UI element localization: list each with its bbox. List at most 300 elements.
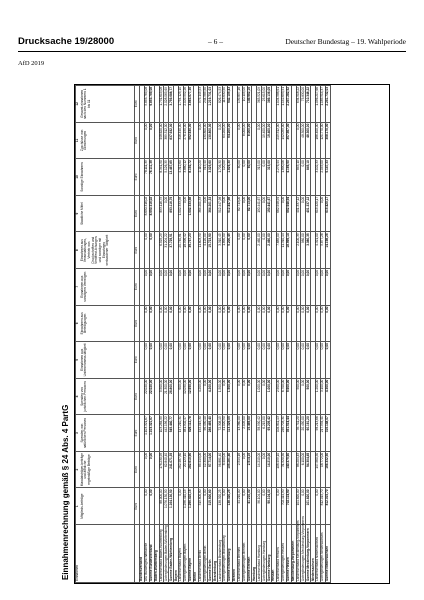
table-cell: 41.210,00: [237, 488, 242, 525]
table-cell: 0,00: [247, 378, 252, 415]
table-cell: 1.000,00: [267, 378, 272, 415]
table-cell: 3.100,00: [320, 378, 325, 415]
table-cell: 0,00: [247, 342, 252, 379]
table-cell: 0,00: [208, 305, 213, 342]
table-cell: 8.650.316,02: [149, 195, 154, 232]
table-cell: 14.198,26: [325, 232, 330, 269]
table-cell: 4.120,00: [203, 232, 208, 269]
column-number: 8: [75, 249, 79, 252]
table-cell: 0,00: [242, 342, 247, 379]
table-cell: 0,00: [237, 268, 242, 305]
table-cell: 0,00: [242, 159, 247, 196]
table-cell: 0,00: [184, 268, 189, 305]
table-cell: 72.308,15: [218, 415, 223, 452]
page-number: – 6 –: [208, 37, 223, 46]
table-cell: 0,00: [237, 342, 242, 379]
table-cell: 0,00: [149, 451, 154, 488]
table-cell: 244.585,50: [203, 86, 208, 123]
table-cell: 113.329,05: [228, 415, 233, 452]
table-cell: 26.800,00: [169, 378, 174, 415]
table-cell: 0,00: [179, 342, 184, 379]
table-cell: 0,00: [179, 488, 184, 525]
table-cell: 82.713,00: [237, 195, 242, 232]
column-header: [76, 268, 135, 305]
table-cell: 0,00: [237, 122, 242, 159]
table-row: [325, 86, 330, 583]
table-cell: 8.341,50: [159, 159, 164, 196]
table-cell: 975.145,53: [198, 86, 203, 123]
table-cell: 0,00: [203, 342, 208, 379]
table-cell: 2.110,20: [198, 159, 203, 196]
table-cell: 0,00: [218, 305, 223, 342]
table-cell: 1.296.410,15: [188, 488, 193, 525]
table-cell: 315,00: [257, 159, 262, 196]
table-cell: 0,00: [257, 342, 262, 379]
table-cell: 0,00: [316, 305, 321, 342]
table-cell: 6.100,00: [301, 451, 306, 488]
table-cell: 0,00: [296, 122, 301, 159]
row-label: Landesverband Hamburg: [257, 525, 262, 583]
table-cell: 0,00: [316, 488, 321, 525]
table-cell: 0,00: [247, 268, 252, 305]
row-label: Summe Bremen: [247, 525, 252, 583]
row-label: Landesverband Bayern: [179, 525, 184, 583]
table-cell: 82.713,00: [247, 195, 252, 232]
table-cell: 448.620,00: [159, 122, 164, 159]
table-cell: 108.455,10: [276, 451, 281, 488]
table-cell: 9.853.769,08: [149, 86, 154, 123]
table-cell: 710.348,22: [306, 86, 311, 123]
table-cell: 316.148,07: [325, 415, 330, 452]
table-cell: 0,00: [320, 268, 325, 305]
table-cell: 104.811,13: [276, 415, 281, 452]
table-cell: 10.105,00: [242, 86, 247, 123]
table-cell: 0,00: [242, 451, 247, 488]
table-cell: 0,00: [247, 232, 252, 269]
table-cell: 0,00: [276, 342, 281, 379]
table-cell: 1.500,00: [218, 378, 223, 415]
table-cell: 19.400,00: [262, 122, 267, 159]
table-cell: 0,00: [276, 268, 281, 305]
row-label: Untergliederungen Berlin: [203, 525, 208, 583]
table-cell: 4.200,00: [198, 378, 203, 415]
table-cell: 37.729,51: [169, 232, 174, 269]
table-cell: 2.100,35: [296, 232, 301, 269]
table-cell: 615.420,17: [325, 195, 330, 232]
table-cell: 217.934,41: [320, 415, 325, 452]
table-cell: 500,00: [296, 378, 301, 415]
table-cell: 0,00: [296, 268, 301, 305]
column-label: Einnahmen aus Unternehmens-tätigkeit: [79, 343, 88, 377]
table-cell: 11.310,14: [281, 232, 286, 269]
table-cell: 0,00: [257, 268, 262, 305]
column-header: [76, 305, 135, 342]
table-cell: 8.192,72: [188, 159, 193, 196]
table-cell: 20.123,10: [184, 451, 189, 488]
table-cell: 315.600,80: [208, 488, 213, 525]
table-cell: 4.166,50: [286, 159, 291, 196]
table-cell: 0,00: [242, 232, 247, 269]
table-cell: 0,00: [198, 268, 203, 305]
row-label: Untergliederungen Hamburg: [262, 525, 267, 583]
rotated-sheet: [58, 84, 390, 584]
column-label: Einnahmen aus sonstigem Vermögen: [79, 271, 88, 302]
table-cell: 0,00: [320, 195, 325, 232]
table-cell: 39.711,20: [296, 415, 301, 452]
table-cell: 0,00: [144, 268, 149, 305]
table-cell: 0,00: [242, 378, 247, 415]
table-cell: 0,00: [262, 378, 267, 415]
table-cell: 9.853.769,08: [144, 86, 149, 123]
table-cell: 615.420,17: [316, 195, 321, 232]
column-unit: Euro: [135, 488, 140, 525]
table-cell: 48.300,00: [306, 122, 311, 159]
table-cell: 1.296.410,15: [184, 488, 189, 525]
table-cell: 812.015,70: [325, 488, 330, 525]
table-cell: 629.112,78: [188, 415, 193, 452]
column-unit: Euro: [135, 342, 140, 379]
table-cell: 0,00: [257, 305, 262, 342]
table-cell: 115.630,90: [223, 86, 228, 123]
table-cell: 0,00: [262, 268, 267, 305]
table-cell: 634.518,22: [296, 86, 301, 123]
table-cell: 2.105,00: [242, 415, 247, 452]
table-cell: 18.996,42: [184, 232, 189, 269]
table-cell: 0,00: [306, 342, 311, 379]
table-cell: 18.772,00: [320, 451, 325, 488]
table-cell: 481.902,47: [184, 415, 189, 452]
table-cell: 31.204,22: [164, 232, 169, 269]
table-cell: 166.332,50: [325, 451, 330, 488]
table-cell: 9.877,26: [320, 232, 325, 269]
table-cell: 0,00: [262, 195, 267, 232]
row-label: Landesverband Mecklenburg-Vorpommern: [295, 520, 300, 581]
table-cell: 103.284,55: [159, 415, 164, 452]
table-cell: 14.210,00: [267, 451, 272, 488]
column-number: 12: [75, 102, 79, 106]
column-number: 1: [75, 505, 79, 508]
row-label: Bayern: [174, 525, 179, 583]
table-cell: 0,00: [198, 305, 203, 342]
table-cell: 140.375,60: [286, 451, 291, 488]
table-cell: 0,00: [218, 122, 223, 159]
row-label: Summe Hamburg: [267, 525, 272, 583]
table-cell: 192.015,30: [198, 415, 203, 452]
table-cell: 662.948,94: [286, 195, 291, 232]
table-cell: 2.241.732,03: [325, 86, 330, 123]
table-cell: 64.200,00: [223, 122, 228, 159]
row-label: Untergliederungen Bayern: [184, 525, 189, 583]
table-cell: 389.312,00: [164, 122, 169, 159]
table-cell: 0,00: [144, 232, 149, 269]
table-cell: 85.414,00: [198, 451, 203, 488]
table-cell: 178.230,95: [159, 451, 164, 488]
table-cell: 9.600,00: [286, 378, 291, 415]
table-cell: 288.465,40: [208, 415, 213, 452]
table-cell: 0,00: [184, 195, 189, 232]
table-cell: 105.281,40: [228, 451, 233, 488]
table-cell: 12.300,00: [203, 451, 208, 488]
table-cell: 0,00: [237, 305, 242, 342]
table-cell: 0,00: [301, 305, 306, 342]
table-cell: 0,00: [223, 268, 228, 305]
table-cell: 11.603,90: [198, 232, 203, 269]
table-cell: 308.170,00: [325, 122, 330, 159]
column-number: 10: [75, 175, 79, 179]
table-cell: 1.706,30: [218, 159, 223, 196]
table-cell: 60,00: [247, 159, 252, 196]
column-number: 11: [75, 138, 79, 143]
table-cell: 0,00: [184, 342, 189, 379]
column-number: 6: [75, 322, 79, 325]
column-label: Spenden von juristischen Personen: [79, 381, 88, 412]
column-number: 3: [75, 432, 79, 434]
column-header: [76, 415, 135, 452]
table-cell: 12.650,00: [188, 378, 193, 415]
table-cell: 13.467,85: [169, 159, 174, 196]
table-cell: 0,00: [149, 305, 154, 342]
row-label: Hessen: [272, 525, 277, 583]
column-number: 4: [75, 395, 79, 398]
table-cell: 0,00: [281, 342, 286, 379]
table-title: Einnahmenrechnung gemäß § 24 Abs. 4 PartG: [61, 404, 70, 580]
table-cell: 0,00: [320, 305, 325, 342]
table-cell: 1.200,00: [316, 378, 321, 415]
income-table: [75, 85, 331, 583]
column-header: [76, 378, 135, 415]
party-label: AfD 2019: [18, 60, 45, 67]
table-cell: 826.474,53: [218, 86, 223, 123]
table-cell: 0,00: [228, 342, 233, 379]
table-cell: 276.190,00: [184, 122, 189, 159]
column-header: [76, 451, 135, 488]
table-cell: 0,00: [184, 305, 189, 342]
table-cell: 0,00: [159, 342, 164, 379]
row-label: Landesverband Berlin: [198, 525, 203, 583]
table-cell: 0,00: [325, 305, 330, 342]
table-cell: 8.650.316,02: [144, 195, 149, 232]
table-cell: 0,00: [203, 268, 208, 305]
table-cell: 3.759.688,77: [169, 86, 174, 123]
table-cell: 0,00: [144, 451, 149, 488]
table-cell: 101.820,00: [306, 488, 311, 525]
table-cell: 0,00: [179, 305, 184, 342]
row-label: Untergliederungen Bremen: [242, 525, 247, 583]
table-cell: 65.205,42: [267, 415, 272, 452]
table-cell: 149.962,16: [247, 86, 252, 123]
table-cell: 62.840,40: [164, 451, 169, 488]
column-label: Einnahmen aus Beteiligungen: [79, 312, 88, 335]
table-cell: 0,00: [144, 122, 149, 159]
column-label: Mandatsträger-beiträge und ähnliche regelmäßige Beiträge: [79, 453, 92, 487]
table-cell: 190.441,67: [267, 195, 272, 232]
table-cell: 0,00: [320, 342, 325, 379]
table-cell: 0,00: [203, 378, 208, 415]
table-cell: 0,00: [188, 342, 193, 379]
column-label: Staatliche Mittel: [79, 202, 84, 225]
table-cell: 3.102,33: [316, 159, 321, 196]
table-cell: 8.400,00: [223, 451, 228, 488]
table-cell: 893.116,79: [159, 195, 164, 232]
table-cell: 0,00: [281, 305, 286, 342]
column-number: 9: [75, 212, 79, 215]
table-cell: 241.071,35: [169, 451, 174, 488]
table-cell: 215.512,00: [276, 122, 281, 159]
table-cell: 0,00: [242, 488, 247, 525]
table-cell: 8.000,00: [242, 122, 247, 159]
table-cell: 0,00: [223, 195, 228, 232]
table-cell: 942.105,43: [228, 86, 233, 123]
table-cell: 363.521,09: [257, 86, 262, 123]
table-cell: 60,00: [237, 159, 242, 196]
table-cell: 512.447,98: [228, 195, 233, 232]
table-cell: 0,00: [262, 342, 267, 379]
table-cell: 0,00: [198, 122, 203, 159]
table-cell: 702.114,90: [286, 488, 291, 525]
column-unit: Euro: [135, 86, 140, 123]
table-cell: 6.700,00: [281, 378, 286, 415]
table-cell: 0,00: [228, 268, 233, 305]
table-cell: 88.204,45: [296, 451, 301, 488]
row-label: Untergliederungen Baden-Württemberg: [163, 525, 168, 581]
column-label: Spenden von natürlichen Personen: [79, 418, 88, 449]
table-cell: 357.567,00: [286, 122, 291, 159]
table-cell: 0,00: [164, 305, 169, 342]
row-label: Summe Mecklenburg-Vorpommern: [306, 525, 311, 583]
table-cell: 0,00: [325, 342, 330, 379]
table-cell: 0,00: [242, 305, 247, 342]
table-cell: 1.890,00: [223, 232, 228, 269]
table-cell: 60.161,20: [306, 415, 311, 452]
table-cell: 15.465,00: [247, 415, 252, 452]
table-cell: 0,00: [149, 122, 154, 159]
table-cell: 351.514,44: [286, 415, 291, 452]
row-label: Landesverband Brandenburg: [218, 525, 223, 583]
table-cell: 2.514,16: [237, 451, 242, 488]
table-cell: 88.000,00: [159, 488, 164, 525]
table-cell: 138.320,25: [228, 488, 233, 525]
table-cell: 0,00: [149, 232, 154, 269]
table-cell: 3.025,60: [208, 159, 213, 196]
table-cell: 1.103.321,67: [144, 415, 149, 452]
table-cell: 1.056.217,66: [316, 86, 321, 123]
row-label: Summe Brandenburg: [228, 525, 233, 583]
table-cell: 246.703,31: [281, 415, 286, 452]
column-unit: Euro: [135, 268, 140, 305]
table-cell: 5.126,35: [164, 159, 169, 196]
table-cell: 1.219.731,03: [208, 86, 213, 123]
table-cell: 0,00: [296, 342, 301, 379]
table-cell: 1.000,00: [257, 378, 262, 415]
table-cell: 190.441,67: [257, 195, 262, 232]
table-cell: 0,00: [169, 268, 174, 305]
row-label: AfD Bundesgeschäftsstelle: [144, 525, 149, 583]
table-cell: 1.002.333,58: [179, 195, 184, 232]
table-cell: 147.210,31: [179, 415, 184, 452]
table-cell: 75.830,00: [301, 86, 306, 123]
table-cell: 1.500,00: [228, 378, 233, 415]
table-cell: 0,00: [286, 342, 291, 379]
table-cell: 0,00: [301, 268, 306, 305]
table-cell: 2.276,44: [276, 159, 281, 196]
table-cell: 500,00: [306, 378, 311, 415]
table-cell: 120,00: [223, 159, 228, 196]
column-label: Gesamt-einnahmen nach den Nummern 1 bis 11: [79, 88, 92, 120]
table-cell: 0,00: [144, 342, 149, 379]
table-cell: 5.200,45: [228, 232, 233, 269]
table-cell: 0,00: [301, 488, 306, 525]
table-cell: 1.754.125,10: [179, 86, 184, 123]
table-cell: 5.147,33: [325, 159, 330, 196]
table-cell: 592.630,00: [188, 122, 193, 159]
table-cell: 0,00: [218, 268, 223, 305]
column-label: Mitglieds-beiträge: [79, 493, 84, 519]
table-cell: 364.201,33: [198, 195, 203, 232]
table-cell: 0,00: [164, 342, 169, 379]
table-cell: 0,00: [198, 342, 203, 379]
column-label: Zuschüsse von Gliederungen: [79, 129, 88, 152]
table-cell: 0,00: [169, 305, 174, 342]
table-cell: 282.610,90: [188, 451, 193, 488]
column-header: [76, 159, 135, 196]
table-cell: 3.863.677,36: [188, 86, 193, 123]
row-label: Summe Hessen: [286, 525, 291, 583]
column-number: 7: [75, 285, 79, 288]
table-cell: 0,00: [223, 488, 228, 525]
table-cell: 78.111,39: [149, 159, 154, 196]
table-cell: 545.440,77: [169, 415, 174, 452]
table-cell: 0,00: [179, 268, 184, 305]
column-unit: Euro: [135, 232, 140, 269]
column-header: [76, 122, 135, 159]
table-cell: 893.116,79: [169, 195, 174, 232]
table-cell: 48.300,00: [301, 122, 306, 159]
table-cell: 13.360,00: [237, 415, 242, 452]
row-label: Summe Berlin: [208, 525, 213, 583]
table-cell: 812.015,70: [320, 488, 325, 525]
row-label: Untergliederungen Hessen: [281, 525, 286, 583]
table-cell: 1.002.333,58: [188, 195, 193, 232]
table-cell: 130.800,00: [208, 122, 213, 159]
table-cell: 130.800,00: [203, 122, 208, 159]
row-label: Baden-Württemberg: [154, 525, 159, 583]
table-cell: 25.615,00: [262, 86, 267, 123]
table-cell: 4.321,00: [316, 232, 321, 269]
table-cell: 20.450,00: [301, 415, 306, 452]
row-label: Untergliederungen Mecklenburg-Vorpommern: [300, 516, 305, 581]
page-header: [18, 36, 406, 48]
row-label: Brandenburg: [213, 525, 218, 583]
table-cell: 0,00: [149, 488, 154, 525]
table-cell: 0,00: [208, 342, 213, 379]
table-cell: 0,00: [208, 268, 213, 305]
table-cell: 315,00: [267, 159, 272, 196]
table-cell: 1.164.130,50: [169, 488, 174, 525]
table-cell: 662.948,94: [276, 195, 281, 232]
table-cell: 0,00: [237, 232, 242, 269]
table-cell: 22.020,00: [149, 378, 154, 415]
table-cell: 147.560,50: [316, 451, 321, 488]
row-label: Landesverband Bremen: [237, 525, 242, 583]
row-label: Landesverband Niedersachsen: [316, 525, 321, 583]
table-cell: 98.213,66: [316, 415, 321, 452]
table-cell: 0,00: [164, 195, 169, 232]
table-cell: 1.076.130,50: [164, 488, 169, 525]
table-cell: 21.300,00: [164, 378, 169, 415]
table-cell: 2.900,00: [276, 378, 281, 415]
column-unit: Euro: [135, 378, 140, 415]
table-cell: 101.820,00: [296, 488, 301, 525]
